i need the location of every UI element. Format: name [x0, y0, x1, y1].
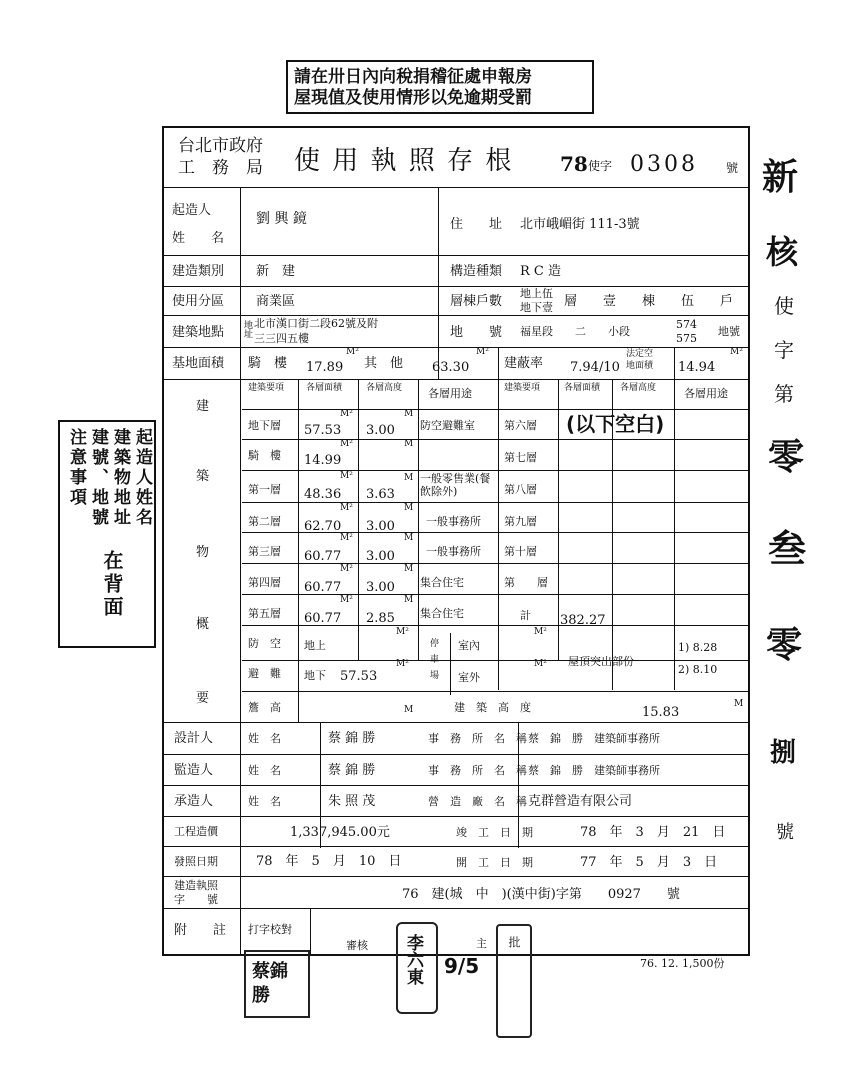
permit-suffix: 號: [726, 161, 739, 175]
floor-use: 集合住宅: [420, 576, 464, 589]
site-prefix: 地址: [242, 320, 252, 338]
proofread-label: 打字校對: [248, 923, 292, 936]
floor-height: 2.85: [366, 611, 395, 626]
side-label-4: 概: [196, 617, 210, 632]
designer-name: 蔡 錦 勝: [328, 731, 376, 746]
builder-name: 劉 興 鏡: [256, 211, 307, 227]
seal-label-chief: 主: [476, 937, 487, 950]
floor-name-right: 計: [520, 609, 531, 622]
permit-label-1: 建造執照: [174, 879, 218, 892]
floor-area: 62.70: [304, 519, 342, 534]
unit-m2: M²: [340, 439, 353, 449]
designer-office: 蔡 錦 勝 建築師事務所: [528, 732, 660, 745]
build-type-value: 新 建: [256, 264, 296, 279]
contractor-label: 承造人: [174, 794, 214, 809]
floor-name: 騎 樓: [248, 449, 281, 462]
other-area: 63.30: [432, 360, 470, 375]
parking-indoor: 室內: [458, 639, 480, 652]
floor-name-right: 第七層: [504, 451, 537, 464]
zone-label: 使用分區: [172, 294, 225, 309]
building-height-value: 15.83: [642, 705, 680, 720]
structure-value: R C 造: [520, 264, 561, 279]
unit-m: M: [404, 533, 414, 543]
base-area-label: 基地面積: [172, 356, 225, 371]
roof-value-2: 2) 8.10: [678, 663, 718, 676]
floor-area: 60.77: [304, 611, 342, 626]
supervisor-name: 蔡 錦 勝: [328, 763, 376, 778]
floor-height: 3.00: [366, 423, 395, 438]
floor-name: 地下層: [248, 419, 281, 432]
blank-note-handwriting: (以下空白): [566, 412, 665, 436]
approval-seal-text: 批: [507, 936, 521, 948]
agency-name-2: 工 務 局: [178, 158, 263, 178]
margin-char: 捌: [770, 738, 797, 768]
unit-m2: M²: [340, 503, 353, 513]
floor-name: 第二層: [248, 515, 281, 528]
build-type-label: 建造類別: [172, 264, 225, 279]
floor-use: 一般事務所: [426, 515, 481, 528]
floor-area: 60.77: [304, 580, 342, 595]
floor-area: 14.99: [304, 453, 342, 468]
permit-number: 0308: [630, 152, 698, 177]
roof-label: 屋頂突出部份: [568, 655, 634, 668]
eave-height-unit: M: [404, 705, 414, 715]
designer-label: 設計人: [174, 731, 214, 746]
floor-name-right: 第六層: [504, 419, 537, 432]
contractor-name: 朱 照 茂: [328, 794, 376, 809]
floor-name-right: 第 層: [504, 576, 548, 589]
lot-number-2: 575: [676, 332, 697, 345]
review-seal: [396, 922, 438, 1014]
margin-char: 字: [774, 338, 794, 362]
approval-seal: [496, 924, 532, 1038]
shelter-unit: M²: [396, 659, 409, 669]
site-label: 建築地點: [172, 325, 225, 340]
completion-label: 竣 工 日 期: [456, 826, 533, 839]
unit-m: M: [404, 439, 414, 449]
unit-m2: M²: [340, 409, 353, 419]
floor-name-right: 第十層: [504, 545, 537, 558]
unit-m2: M²: [340, 595, 353, 605]
legal-unit: M²: [730, 347, 743, 357]
builder-label-1: 起造人: [172, 203, 212, 218]
supervisor-office-label: 事 務 所 名 稱: [428, 764, 527, 777]
floor-height: 3.00: [366, 519, 395, 534]
handwritten-date: 9/5: [444, 954, 480, 978]
shelter-above-label: 地上: [304, 639, 326, 652]
coverage-value: 7.94/10: [570, 360, 620, 375]
side-notice-col-2: 建築物地址: [110, 428, 130, 528]
address-value: 北市峨嵋街 111-3號: [520, 217, 640, 232]
unit-m2: M²: [340, 564, 353, 574]
legal-label-1: 法定空: [626, 349, 654, 359]
unit-m: M: [404, 409, 414, 419]
building-height-unit: M: [734, 699, 744, 709]
arcade-unit: M²: [346, 347, 359, 357]
contractor-firm-label: 營 造 廠 名 稱: [428, 795, 527, 808]
unit-m: M: [404, 595, 414, 605]
col-area-left: 各層面積: [306, 383, 343, 393]
arcade-label: 騎 樓: [248, 356, 288, 371]
top-notice-box: [286, 60, 594, 114]
cost-label: 工程造價: [174, 825, 218, 838]
margin-char: 新: [762, 157, 799, 198]
notice-line-1: 請在卅日內向稅捐稽征處申報房: [294, 67, 532, 87]
designer-seal-text: 蔡錦勝: [252, 961, 288, 1006]
start-label: 開 工 日 期: [456, 856, 533, 869]
supervisor-label: 監造人: [174, 763, 214, 778]
floors-label: 層棟戶數: [450, 294, 503, 309]
floor-use: 一般事務所: [426, 545, 481, 558]
col-height-left: 各層高度: [366, 383, 403, 393]
completion-date: 78 年 3 月 21 日: [580, 825, 726, 840]
floors-rest: 層 壹 棟 伍 戶: [564, 294, 734, 309]
unit-m: M: [404, 473, 414, 483]
floor-area: 57.53: [304, 423, 342, 438]
issue-label: 發照日期: [174, 855, 218, 868]
building-height-label: 建 築 高 度: [454, 701, 531, 714]
side-label-3: 物: [196, 545, 210, 560]
unit-m2: M²: [340, 471, 353, 481]
lot-suffix: 地號: [718, 325, 740, 338]
permit-year: 78: [560, 152, 588, 176]
lot-number-1: 574: [676, 318, 697, 331]
site-line-2: 三三四五樓: [254, 332, 309, 345]
supervisor-office: 蔡 錦 勝 建築師事務所: [528, 764, 660, 777]
margin-char: 核: [766, 233, 799, 271]
floor-name: 第三層: [248, 545, 281, 558]
margin-char: 零: [768, 437, 805, 478]
designer-office-label: 事 務 所 名 稱: [428, 732, 527, 745]
other-unit: M²: [476, 347, 489, 357]
parking-outdoor: 室外: [458, 671, 480, 684]
floor-use: 防空避難室: [420, 419, 475, 432]
floor-name: 第五層: [248, 607, 281, 620]
designer-seal: [244, 950, 310, 1018]
unit-m: M: [404, 564, 414, 574]
site-line-1: 北市漢口街二段62號及附: [254, 317, 378, 330]
arcade-area: 17.89: [306, 360, 344, 375]
side-notice-col-1: 起造人姓名: [132, 428, 152, 528]
shelter-below-label: 地下: [304, 669, 326, 682]
floor-area: 48.36: [304, 487, 342, 502]
contractor-name-label: 姓 名: [248, 795, 281, 808]
margin-char: 使: [774, 294, 794, 318]
unit-m2: M²: [340, 533, 353, 543]
floor-height: 3.00: [366, 580, 395, 595]
lot-label: 地 號: [450, 325, 503, 340]
roof-value-1: 1) 8.28: [678, 641, 718, 654]
floor-name-right: 第九層: [504, 515, 537, 528]
floor-height: 3.00: [366, 549, 395, 564]
structure-label: 構造種類: [450, 264, 503, 279]
other-label: 其 他: [364, 356, 404, 371]
seal-label-review: 審核: [346, 939, 368, 952]
shelter-label-2: 避 難: [248, 667, 281, 680]
side-notice-col-3: 建號、地號: [88, 428, 108, 528]
permit-value: 76 建(城 中 )(漢中街)字第 0927 號: [402, 887, 680, 902]
floors-up: 地上伍: [520, 287, 553, 300]
form-code: 76. 12. 1,500份: [640, 957, 725, 970]
col-item-right: 建築要項: [504, 383, 541, 393]
floor-name-right: 第八層: [504, 483, 537, 496]
side-label-5: 要: [196, 691, 210, 706]
builder-label-2: 姓 名: [172, 231, 225, 246]
legal-label-2: 地面積: [626, 361, 654, 371]
parking-unit: M²: [534, 627, 547, 637]
form-title: 使 用 執 照 存 根: [294, 146, 514, 176]
floors-down: 地下壹: [520, 301, 553, 314]
shelter-unit: M²: [396, 627, 409, 637]
zone-value: 商業區: [256, 294, 296, 309]
side-label-1: 建: [196, 399, 210, 414]
notice-line-2: 屋現值及使用情形以免逾期受罰: [294, 88, 532, 108]
floor-area: 60.77: [304, 549, 342, 564]
parking-label-1: 停: [430, 639, 440, 649]
margin-char: 叁: [768, 527, 807, 571]
floor-name: 第四層: [248, 576, 281, 589]
side-notice-col-4: 注意事項: [66, 428, 86, 508]
side-notice-box: [58, 420, 156, 648]
designer-name-label: 姓 名: [248, 732, 281, 745]
permit-form: [162, 126, 750, 956]
unit-m: M: [404, 503, 414, 513]
floor-use: 集合住宅: [420, 607, 464, 620]
shelter-label-1: 防 空: [248, 637, 281, 650]
legal-area: 14.94: [678, 360, 716, 375]
margin-char: 第: [774, 382, 794, 406]
col-height-right: 各層高度: [620, 383, 657, 393]
start-date: 77 年 5 月 3 日: [580, 855, 718, 870]
eave-height-label: 簷 高: [248, 701, 281, 714]
shelter-below-value: 57.53: [340, 669, 378, 684]
margin-char: 零: [766, 625, 803, 666]
floor-height: 3.63: [366, 487, 395, 502]
total-area: 382.27: [560, 613, 606, 628]
permit-label-2: 字 號: [174, 893, 218, 906]
parking-unit: M²: [534, 659, 547, 669]
permit-prefix: 使字: [588, 159, 613, 173]
review-seal-text: 李六東: [403, 934, 423, 985]
col-item-left: 建築要項: [248, 383, 285, 393]
side-label-2: 築: [196, 469, 210, 484]
contractor-firm: 克群營造有限公司: [528, 794, 633, 809]
parking-label-2: 車: [430, 655, 440, 665]
issue-date: 78 年 5 月 10 日: [256, 854, 402, 869]
side-notice-handwriting: 在背面: [100, 550, 124, 619]
floor-name: 第一層: [248, 483, 281, 496]
floor-use: 一般零售業(餐飲除外): [420, 472, 491, 498]
remark-label: 附 註: [174, 923, 227, 938]
agency-name-1: 台北市政府: [178, 136, 263, 156]
cost-value: 1,337,945.00元: [290, 825, 390, 840]
margin-char: 號: [776, 822, 794, 843]
col-area-right: 各層面積: [564, 383, 601, 393]
col-use-left: 各層用途: [428, 387, 472, 400]
col-use-right: 各層用途: [684, 387, 728, 400]
lot-section: 福星段 二 小段: [520, 325, 630, 338]
coverage-label: 建蔽率: [504, 356, 544, 371]
parking-label-3: 場: [430, 671, 440, 681]
supervisor-name-label: 姓 名: [248, 764, 281, 777]
address-label: 住 址: [450, 217, 503, 232]
